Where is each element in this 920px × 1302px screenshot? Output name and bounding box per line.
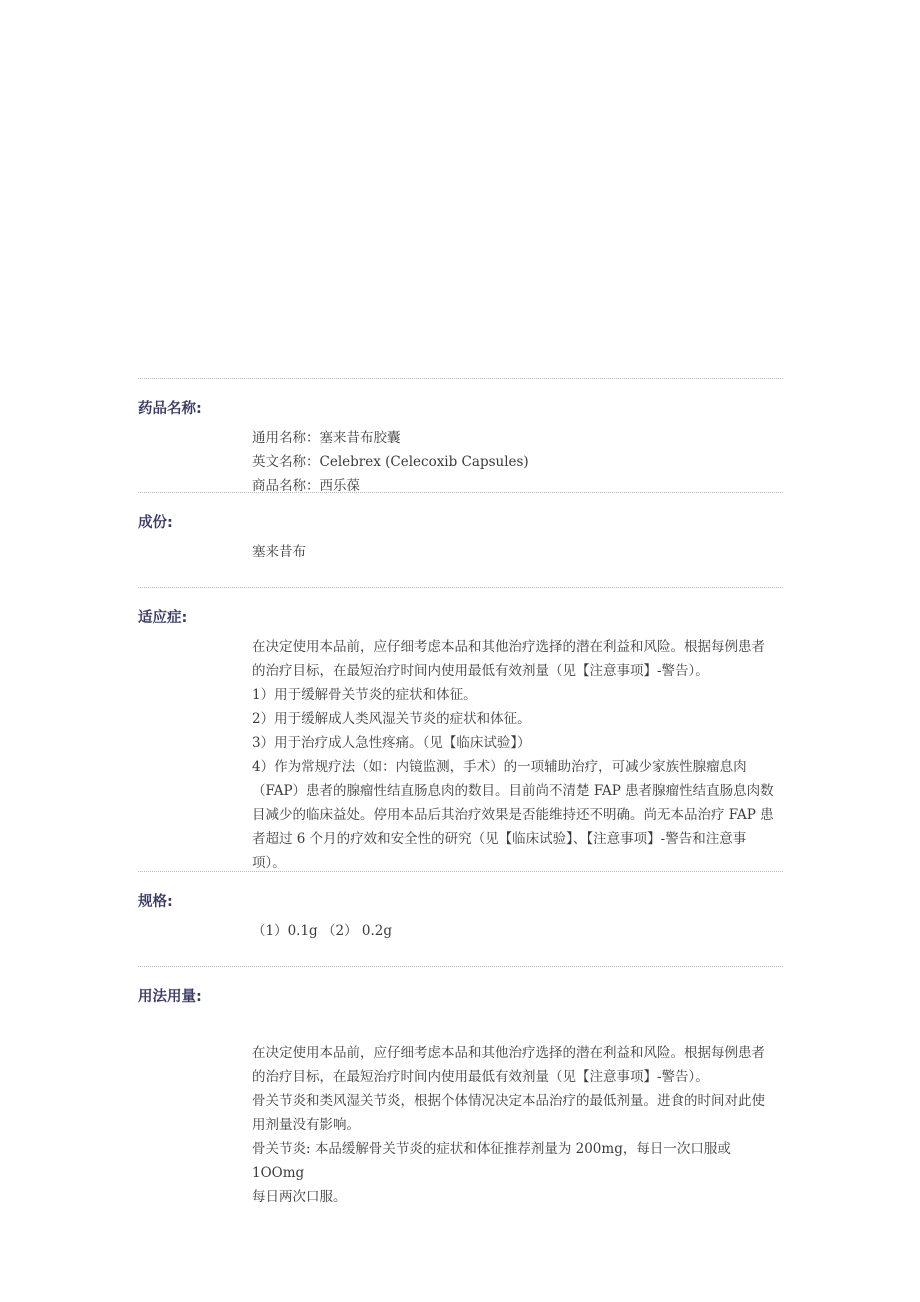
dosage-line: 每日两次口服。: [252, 1189, 347, 1205]
section-heading-indications: 适应症:: [138, 610, 188, 626]
section-content-indications: [252, 635, 783, 875]
indications-line: 1）用于缓解骨关节炎的症状和体征。: [252, 687, 477, 703]
indications-line: 者超过 6 个月的疗效和安全性的研究（见【临床试验】、【注意事项】-警告和注意事: [252, 831, 747, 847]
indications-line: 项）。: [252, 855, 286, 871]
section-dosage: [138, 967, 783, 1209]
dosage-line: 骨关节炎: 本品缓解骨关节炎的症状和体征推荐剂量为 200mg，每日一次口服或 1OOmg: [252, 1141, 731, 1181]
specification-line: （1）0.1g （2） 0.2g: [252, 923, 392, 939]
section-heading-specification: 规格:: [138, 894, 173, 910]
generic-name-line: 通用名称：塞来昔布胶囊: [252, 430, 401, 446]
dosage-line: 在决定使用本品前，应仔细考虑本品和其他治疗选择的潜在利益和风险。根据每例患者: [252, 1045, 765, 1061]
section-content-specification: [252, 919, 783, 943]
indications-line: 3）用于治疗成人急性疼痛。（见【临床试验】）: [252, 735, 531, 751]
indications-line: 的治疗目标，在最短治疗时间内使用最低有效剂量（见【注意事项】-警告）。: [252, 663, 709, 679]
section-content-dosage: [252, 1041, 783, 1209]
indications-line: 4）作为常规疗法（如：内镜监测，手术）的一项辅助治疗，可减少家族性腺瘤息肉: [252, 759, 747, 775]
section-content-drug-name: [252, 426, 783, 498]
dosage-line: 用剂量没有影响。: [252, 1117, 360, 1133]
composition-line: 塞来昔布: [252, 544, 306, 560]
section-heading-composition: 成份:: [138, 515, 173, 531]
dosage-line: 骨关节炎和类风湿关节炎，根据个体情况决定本品治疗的最低剂量。进食的时间对此使: [252, 1093, 765, 1109]
section-indications: [138, 588, 783, 871]
section-composition: [138, 493, 783, 587]
brand-name-line: 商品名称：西乐葆: [252, 478, 360, 494]
section-heading-drug-name: 药品名称:: [138, 401, 202, 417]
section-drug-name: [138, 379, 783, 492]
section-specification: [138, 872, 783, 966]
indications-line: （FAP）患者的腺瘤性结直肠息肉的数目。目前尚不清楚 FAP 患者腺瘤性结直肠息肉数: [252, 783, 774, 799]
indications-line: 2）用于缓解成人类风湿关节炎的症状和体征。: [252, 711, 531, 727]
indications-line: 目减少的临床益处。停用本品后其治疗效果是否能维持还不明确。尚无本品治疗 FAP 患: [252, 807, 774, 823]
section-heading-dosage: 用法用量:: [138, 989, 202, 1005]
drug-label-document: [138, 378, 783, 1209]
english-name-line: 英文名称：Celebrex (Celecoxib Capsules): [252, 454, 529, 470]
indications-line: 在决定使用本品前，应仔细考虑本品和其他治疗选择的潜在利益和风险。根据每例患者: [252, 639, 765, 655]
section-content-composition: [252, 540, 783, 564]
dosage-line: 的治疗目标，在最短治疗时间内使用最低有效剂量（见【注意事项】-警告）。: [252, 1069, 709, 1085]
